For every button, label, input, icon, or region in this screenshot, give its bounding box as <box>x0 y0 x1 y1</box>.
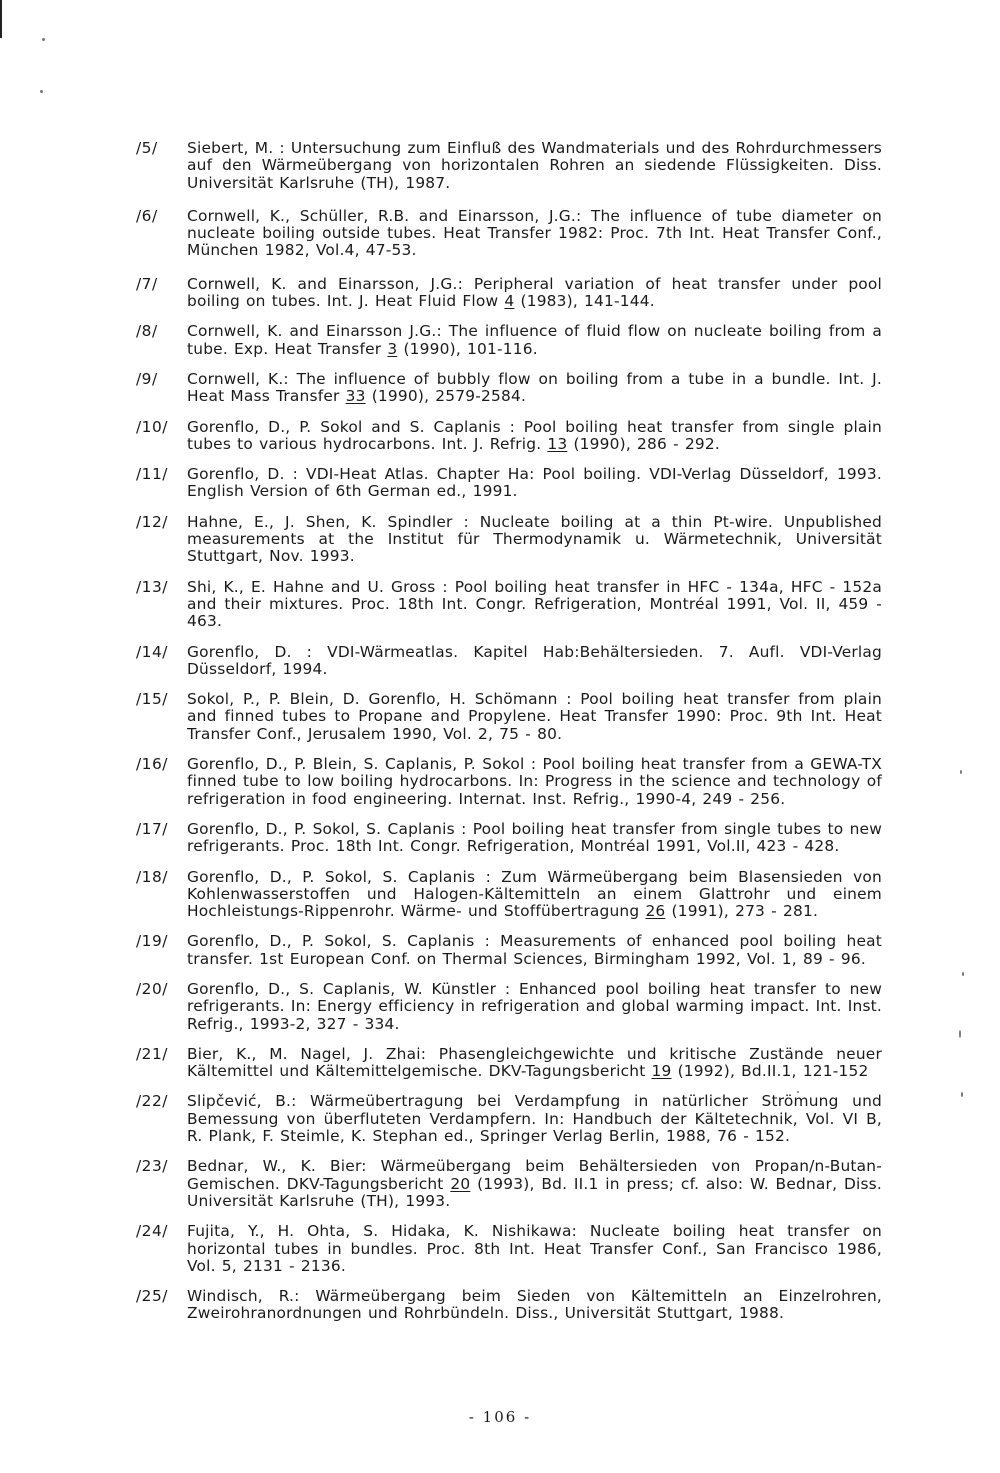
reference-citation-tail: (1990), 101-116. <box>397 339 538 358</box>
scan-edge-mark <box>0 0 2 38</box>
reference-number: /17/ <box>136 819 168 838</box>
reference-text <box>187 514 882 566</box>
reference-text <box>187 579 882 631</box>
reference-citation-tail: (1983), 141-144. <box>514 292 655 311</box>
scan-speck <box>961 1092 963 1097</box>
reference-number: /7/ <box>136 274 158 293</box>
reference-citation: Gorenflo, D., S. Caplanis, W. Künstler : Enhanced pool boiling heat transfer to new refrigerants. In: Energy efficiency in refrigeration and global warming impact. Int. Inst. Refrig., 1993-2, 327 - 334. <box>187 979 882 1033</box>
reference-number: /20/ <box>136 979 168 998</box>
reference-citation: Cornwell, K., Schüller, R.B. and Einarsson, J.G.: The influence of tube diameter on nucleate boiling outside tubes. Heat Transfer 1982: Proc. 7th Int. Heat Transfer Conf., München 1982, Vol.4, 47-53. <box>187 206 882 260</box>
reference-item <box>136 1223 882 1275</box>
reference-volume: 3 <box>387 339 398 358</box>
reference-citation: Bednar, W., K. Bier: Wärmeübergang beim Behältersieden von Propan/n-Butan-Gemischen. DKV-Tagungsbericht <box>187 1157 882 1193</box>
reference-text <box>187 981 882 1033</box>
reference-text <box>187 1288 882 1323</box>
reference-text <box>187 466 882 501</box>
reference-number: /18/ <box>136 867 168 886</box>
reference-citation-tail: (1993), Bd. II.1 in press; cf. also: W. Bednar, Diss. Universität Karlsruhe (TH), 1993. <box>187 1174 882 1210</box>
reference-citation: Cornwell, K. and Einarsson J.G.: The influence of fluid flow on nucleate boiling from a tube. Exp. Heat Transfer <box>187 322 882 358</box>
reference-text <box>187 1046 882 1081</box>
reference-item <box>136 691 882 743</box>
reference-item <box>136 756 882 808</box>
reference-item <box>136 579 882 631</box>
reference-item <box>136 933 882 968</box>
scan-speck <box>40 90 43 93</box>
reference-text <box>187 691 882 743</box>
scan-speck <box>960 770 962 774</box>
reference-citation: Gorenflo, D., P. Sokol and S. Caplanis : Pool boiling heat transfer from single plain tubes to various hydrocarbons. Int. J. Refrig. <box>187 417 882 453</box>
reference-text <box>187 869 882 921</box>
reference-number: /12/ <box>136 512 168 531</box>
reference-citation: Sokol, P., P. Blein, D. Gorenflo, H. Schömann : Pool boiling heat transfer from plain and finned tubes to Propane and Propylene. Heat Transfer 1990: Proc. 9th Int. Heat Transfer Conf., Jerusalem 1990, Vol. 2, 75 - 80. <box>187 690 882 743</box>
reference-citation: Gorenflo, D., P. Sokol, S. Caplanis : Zum Wärmeübergang beim Blasensieden von Kohlenwasserstoffen und Halogen-Kältemitteln an einem Glattrohr und einem Hochleistungs-Rippenrohr. Wärme- und Stoffübertragung <box>187 867 882 921</box>
reference-citation: Gorenflo, D., P. Sokol, S. Caplanis : Pool boiling heat transfer from single tubes to new refrigerants. Proc. 18th Int. Congr. Refrigeration, Montréal 1991, Vol.II, 423 - 428. <box>187 819 882 856</box>
reference-volume: 13 <box>547 434 568 453</box>
reference-number: /23/ <box>136 1157 168 1176</box>
reference-citation-tail: (1990), 286 - 292. <box>567 434 721 453</box>
reference-item <box>136 821 882 856</box>
reference-item <box>136 1288 882 1323</box>
scan-speck <box>959 1030 961 1038</box>
reference-item <box>136 1158 882 1210</box>
reference-number: /16/ <box>136 755 168 774</box>
reference-number: /10/ <box>136 417 168 436</box>
reference-number: /22/ <box>136 1092 168 1111</box>
reference-number: /9/ <box>136 369 158 388</box>
reference-number: /13/ <box>136 577 168 596</box>
reference-item <box>136 371 882 406</box>
reference-citation: Bier, K., M. Nagel, J. Zhai: Phasengleichgewichte und kritische Zustände neuer Kältemittel und Kältemittelgemische. DKV-Tagungsbericht <box>187 1044 882 1081</box>
reference-citation: Siebert, M. : Untersuchung zum Einfluß des Wandmaterials und des Rohrdurchmessers auf den Wärmeübergang von horizontalen Rohren an siedende Flüssigkeiten. Diss. Universität Karlsruhe (TH), 1987. <box>187 139 882 192</box>
reference-volume: 20 <box>450 1174 471 1193</box>
reference-item <box>136 208 882 260</box>
reference-text <box>187 419 882 454</box>
reference-text <box>187 756 882 808</box>
reference-volume: 26 <box>645 902 666 921</box>
reference-volume: 19 <box>651 1062 672 1081</box>
reference-volume: 33 <box>345 387 366 406</box>
reference-item <box>136 140 882 192</box>
reference-list <box>136 140 882 1323</box>
reference-number: /8/ <box>136 322 158 341</box>
reference-citation-tail: (1991), 273 - 281. <box>665 902 819 921</box>
reference-text <box>187 1093 882 1145</box>
reference-text <box>187 1223 882 1275</box>
reference-item <box>136 466 882 501</box>
reference-item <box>136 419 882 454</box>
reference-number: /25/ <box>136 1287 168 1306</box>
reference-citation: Hahne, E., J. Shen, K. Spindler : Nucleate boiling at a thin Pt-wire. Unpublished measurements at the Institut für Thermodynamik u. Wärmetechnik, Universität Stuttgart, Nov. 1993. <box>187 512 882 566</box>
reference-citation: Windisch, R.: Wärmeübergang beim Sieden von Kältemitteln an Einzelrohren, Zweirohranordnungen und Rohrbündeln. Diss., Universität Stuttgart, 1988. <box>187 1287 882 1323</box>
reference-text <box>187 371 882 406</box>
reference-text <box>187 140 882 192</box>
reference-item <box>136 981 882 1033</box>
reference-citation: Gorenflo, D. : VDI-Heat Atlas. Chapter Ha: Pool boiling. VDI-Verlag Düsseldorf, 1993. English Version of 6th German ed., 1991. <box>187 465 882 501</box>
reference-citation: Cornwell, K.: The influence of bubbly flow on boiling from a tube in a bundle. Int. J. Heat Mass Transfer <box>187 369 882 406</box>
reference-item <box>136 323 882 358</box>
reference-number: /14/ <box>136 642 168 661</box>
reference-citation: Gorenflo, D., P. Sokol, S. Caplanis : Measurements of enhanced pool boiling heat transfer. 1st European Conf. on Thermal Sciences, Birmingham 1992, Vol. 1, 89 - 96. <box>187 932 882 968</box>
reference-item <box>136 1046 882 1081</box>
reference-number: /11/ <box>136 465 168 484</box>
reference-citation: Gorenflo, D. : VDI-Wärmeatlas. Kapitel Hab:Behältersieden. 7. Aufl. VDI-Verlag Düsseldorf, 1994. <box>187 642 882 678</box>
reference-text <box>187 323 882 358</box>
reference-text <box>187 644 882 679</box>
reference-citation-tail: (1992), Bd.II.1, 121-152 <box>671 1062 869 1081</box>
reference-number: /21/ <box>136 1044 168 1063</box>
reference-item <box>136 514 882 566</box>
reference-number: /5/ <box>136 139 158 157</box>
reference-citation: Fujita, Y., H. Ohta, S. Hidaka, K. Nishikawa: Nucleate boiling heat transfer on horizontal tubes in bundles. Proc. 8th Int. Heat Transfer Conf., San Francisco 1986, Vol. 5, 2131 - 2136. <box>187 1222 882 1275</box>
reference-text <box>187 1158 882 1210</box>
reference-citation: Slipčević, B.: Wärmeübertragung bei Verdampfung in natürlicher Strömung und Bemessung von überfluteten Verdampfern. In: Handbuch der Kältetechnik, Vol. VI B, R. Plank, F. Steimle, K. Stephan ed., Springer Verlag Berlin, 1988, 76 - 152. <box>187 1092 882 1146</box>
reference-item <box>136 644 882 679</box>
scan-speck <box>42 38 45 41</box>
reference-text <box>187 276 882 311</box>
reference-volume: 4 <box>504 292 515 311</box>
page-number: - 106 - <box>468 1408 532 1426</box>
reference-text <box>187 208 882 260</box>
reference-text <box>187 933 882 968</box>
reference-item <box>136 869 882 921</box>
reference-citation: Cornwell, K. and Einarsson, J.G.: Peripheral variation of heat transfer under pool boiling on tubes. Int. J. Heat Fluid Flow <box>187 274 882 311</box>
reference-item <box>136 276 882 311</box>
reference-text <box>187 821 882 856</box>
reference-number: /24/ <box>136 1222 168 1241</box>
reference-citation: Shi, K., E. Hahne and U. Gross : Pool boiling heat transfer in HFC - 134a, HFC - 152a and their mixtures. Proc. 18th Int. Congr. Refrigeration, Montréal 1991, Vol. II, 459 - 463. <box>187 577 882 631</box>
reference-item <box>136 1093 882 1145</box>
reference-number: /19/ <box>136 932 168 951</box>
reference-citation-tail: (1990), 2579-2584. <box>365 387 527 406</box>
reference-citation: Gorenflo, D., P. Blein, S. Caplanis, P. Sokol : Pool boiling heat transfer from a GEWA-TX finned tube to low boiling hydrocarbons. In: Progress in the science and technology of refrigeration in food engineering. Internat. Inst. Refrig., 1990-4, 249 - 256. <box>187 755 882 808</box>
reference-number: /6/ <box>136 206 158 225</box>
scan-speck <box>962 972 964 976</box>
reference-number: /15/ <box>136 690 168 709</box>
